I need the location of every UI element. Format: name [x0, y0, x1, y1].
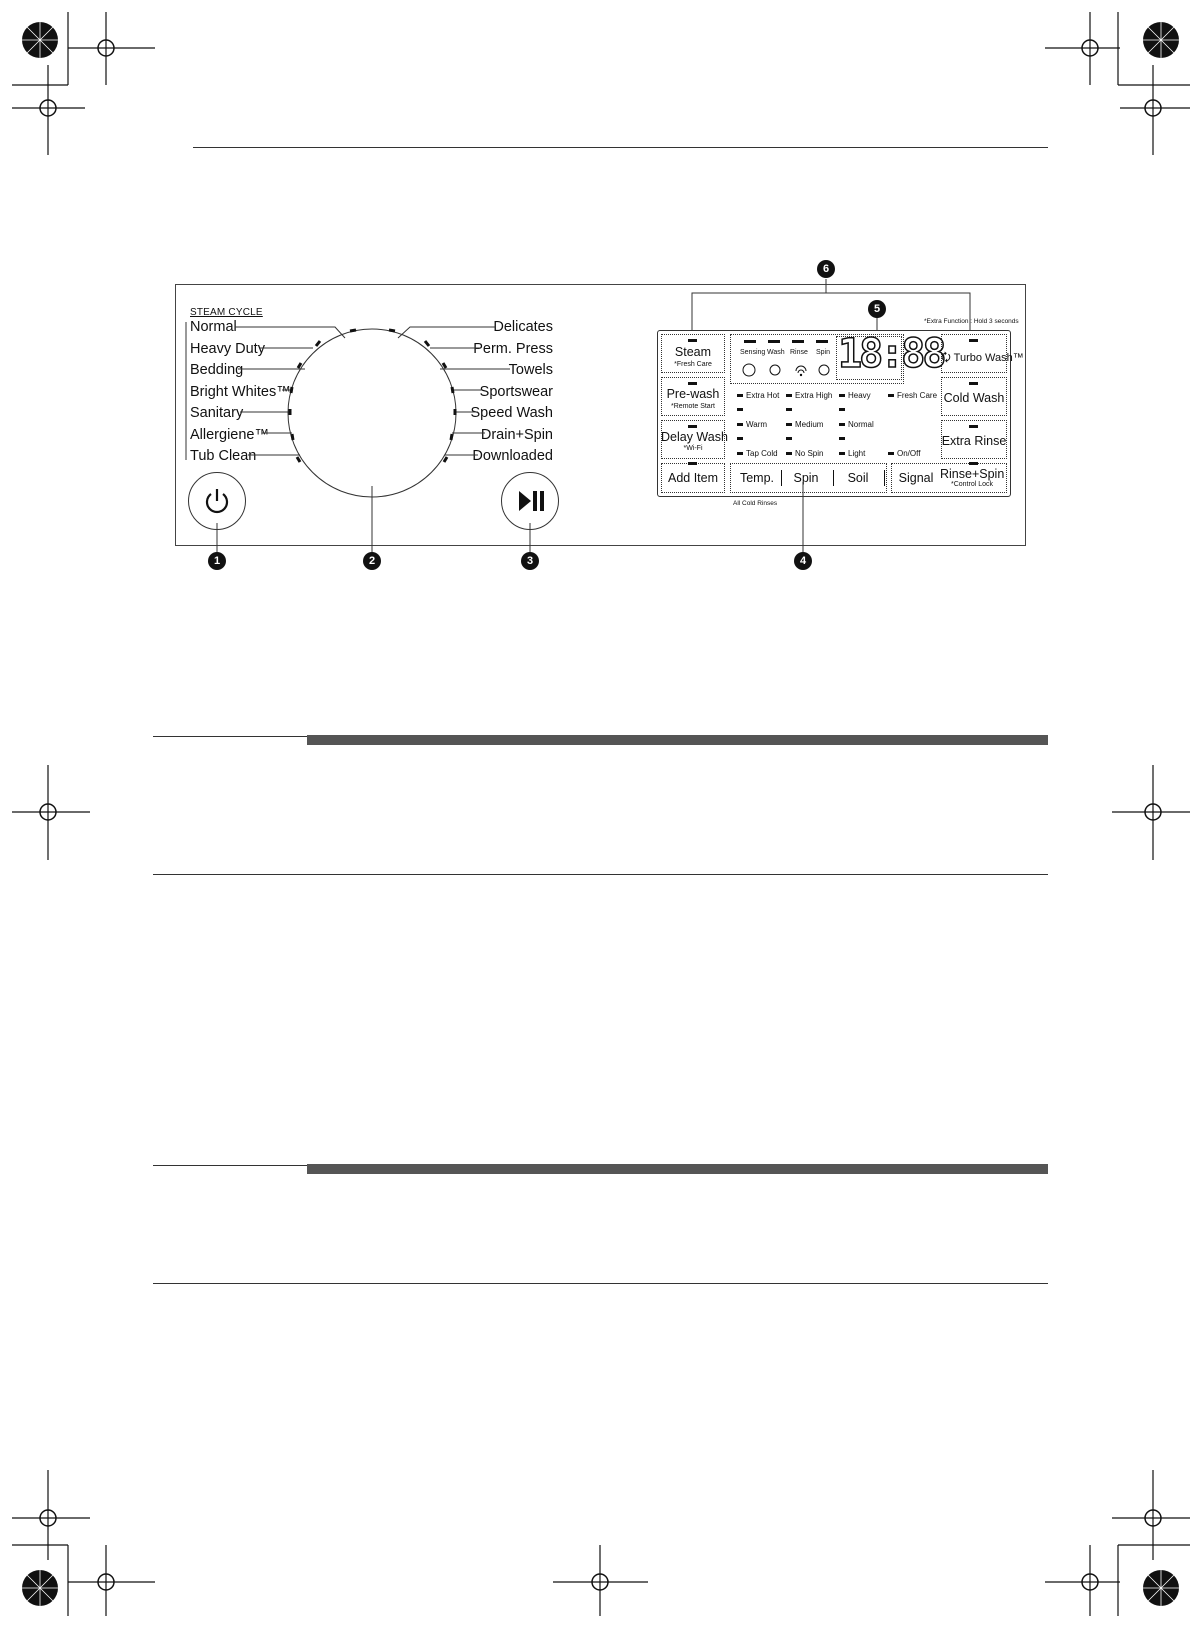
spin-level-4 — [786, 437, 792, 440]
temp-warm: Warm — [737, 420, 767, 429]
all-cold-rinses-label: All Cold Rinses — [733, 500, 778, 507]
steam-button[interactable]: Steam — [674, 345, 712, 359]
add-item-button[interactable]: Add Item — [667, 471, 719, 485]
turbo-wash-label: Turbo Wash™ — [953, 352, 1024, 364]
soil-button[interactable]: Soil — [847, 471, 869, 485]
spin-no-spin: No Spin — [786, 449, 823, 458]
cycle-drain-spin[interactable]: Drain+Spin — [480, 427, 553, 443]
prewash-indicator — [688, 382, 697, 385]
prewash-button[interactable]: Pre-wash — [666, 387, 720, 401]
signal-fresh-care: Fresh Care — [888, 391, 937, 400]
cycle-delicates[interactable]: Delicates — [493, 319, 553, 335]
stage-dash-sensing — [744, 340, 756, 343]
divider — [884, 470, 885, 486]
callout-5: 5 — [868, 300, 886, 318]
soil-level-4 — [839, 437, 845, 440]
delay-wash-button[interactable]: Delay Wash — [661, 430, 728, 444]
section-bar-2 — [307, 1164, 1048, 1174]
callout-3: 3 — [521, 552, 539, 570]
play-pause-icon — [516, 489, 546, 513]
stage-dash-spin — [816, 340, 828, 343]
extra-rinse-indicator — [969, 425, 978, 428]
stage-sensing: Sensing — [740, 349, 766, 356]
turbo-icon: 🗘︎ — [941, 352, 951, 364]
rinse-spin-button[interactable]: Rinse+Spin — [940, 467, 1005, 481]
divider — [781, 470, 782, 486]
cycle-heavy-duty[interactable]: Heavy Duty — [190, 341, 265, 357]
soil-light: Light — [839, 449, 865, 458]
callout-6: 6 — [817, 260, 835, 278]
stage-spin: Spin — [816, 349, 831, 356]
cycle-tub-clean[interactable]: Tub Clean — [190, 448, 257, 464]
section-rule-bottom-2 — [153, 1283, 1048, 1284]
steam-sub: *Fresh Care — [674, 361, 712, 368]
cycle-selector-dial[interactable] — [0, 0, 1202, 600]
cycle-allergiene[interactable]: Allergiene™ — [190, 427, 269, 443]
soil-heavy: Heavy — [839, 391, 871, 400]
prewash-sub: *Remote Start — [671, 403, 715, 410]
spin-medium: Medium — [786, 420, 823, 429]
section-rule-bottom — [153, 874, 1048, 875]
stage-dash-rinse — [792, 340, 804, 343]
stage-wash: Wash — [767, 349, 785, 356]
delay-wash-sub: *Wi-Fi — [683, 445, 703, 452]
cold-wash-indicator — [969, 382, 978, 385]
spin-extra-high: Extra High — [786, 391, 832, 400]
signal-on-off: On/Off — [888, 449, 920, 458]
temp-extra-hot: Extra Hot — [737, 391, 779, 400]
cycle-perm-press[interactable]: Perm. Press — [473, 341, 553, 357]
power-icon — [202, 486, 232, 516]
cycle-towels[interactable]: Towels — [508, 362, 553, 378]
cycle-speed-wash[interactable]: Speed Wash — [470, 405, 553, 421]
steam-indicator — [688, 339, 697, 342]
divider — [833, 470, 834, 486]
callout-2: 2 — [363, 552, 381, 570]
stage-dash-wash — [768, 340, 780, 343]
section-bar — [307, 735, 1048, 745]
spin-button[interactable]: Spin — [793, 471, 819, 485]
extra-rinse-button[interactable]: Extra Rinse — [941, 434, 1007, 448]
turbo-wash-indicator — [969, 339, 978, 342]
cycle-downloaded[interactable]: Downloaded — [472, 448, 553, 464]
cycle-bright-whites[interactable]: Bright Whites™ — [190, 384, 291, 400]
time-readout: 18:88 — [838, 331, 944, 377]
rinse-spin-indicator — [969, 462, 978, 465]
soil-level-2 — [839, 408, 845, 411]
temp-level-2 — [737, 408, 743, 411]
cycle-normal[interactable]: Normal — [190, 319, 237, 335]
soil-normal: Normal — [839, 420, 874, 429]
turbo-wash-button[interactable] — [941, 349, 1024, 368]
callout-1: 1 — [208, 552, 226, 570]
cycle-sanitary[interactable]: Sanitary — [190, 405, 244, 421]
temp-button[interactable]: Temp. — [739, 471, 775, 485]
stage-rinse: Rinse — [790, 349, 808, 356]
delay-wash-indicator — [688, 425, 697, 428]
temp-level-4 — [737, 437, 743, 440]
rinse-spin-sub: *Control Lock — [950, 481, 994, 488]
cycle-bedding[interactable]: Bedding — [190, 362, 244, 378]
callout-4: 4 — [794, 552, 812, 570]
add-item-indicator — [688, 462, 697, 465]
spin-level-2 — [786, 408, 792, 411]
status-icons — [740, 362, 840, 378]
cold-wash-button[interactable]: Cold Wash — [943, 391, 1005, 405]
signal-button[interactable]: Signal — [898, 471, 934, 485]
temp-tap-cold: Tap Cold — [737, 449, 778, 458]
steam-cycle-heading: STEAM CYCLE — [190, 307, 263, 318]
extra-function-note: *Extra Function : Hold 3 seconds — [924, 318, 1019, 325]
cycle-sportswear[interactable]: Sportswear — [479, 384, 553, 400]
